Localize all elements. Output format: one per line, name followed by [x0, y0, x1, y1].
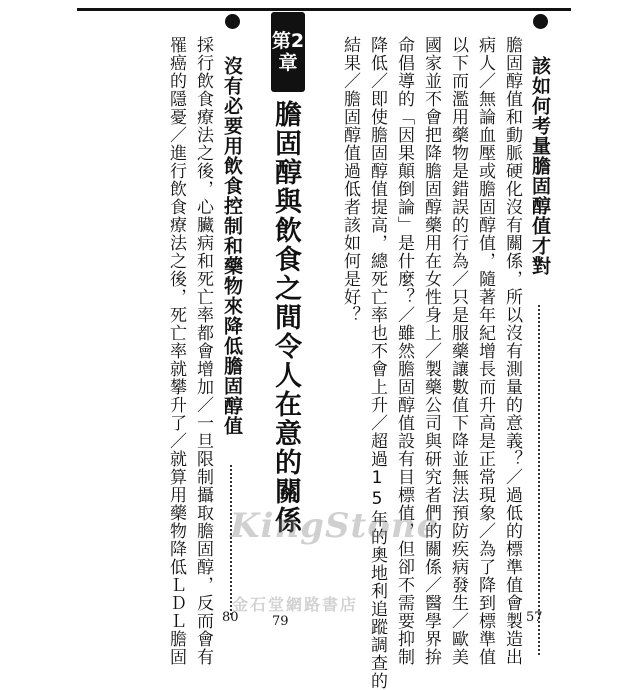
- chapter-badge-label: 章: [278, 52, 298, 74]
- heading-page-number-80: 80: [222, 610, 239, 625]
- watermark-subtitle: 金石堂網路書店: [232, 595, 359, 614]
- page-number-57: 57: [526, 610, 543, 625]
- body-line: 命倡導的「因果顛倒論」是什麼？／雖然膽固醇值設有目標值，但卻不需要抑制: [394, 36, 414, 666]
- body-line: 結果／膽固醇值過低者該如何是好？: [340, 36, 360, 324]
- body-line: 膽固醇值和動脈硬化沒有關係，所以沒有測量的意義？／過低的標準值會製造出: [502, 36, 522, 666]
- page-number-79: 79: [272, 614, 289, 629]
- body-line: 罹癌的隱憂／進行飲食療法之後，死亡率就攀升了／就算用藥物降低ＬＤＬ膽固: [166, 36, 186, 666]
- bullet-icon: [225, 14, 240, 29]
- section-heading-text: 沒有必要用飲食控制和藥物來降低膽固醇值: [221, 56, 243, 436]
- dot-leader: [538, 305, 542, 655]
- bullet-icon: [533, 14, 548, 29]
- body-line: 國家並不會把降膽固醇藥用在女性身上／製藥公司與研究者們的關係／醫學界拚: [421, 36, 441, 666]
- section-heading-text: 該如何考量膽固醇值才對: [529, 56, 551, 276]
- watermark-logo: KingStone: [230, 506, 440, 546]
- body-line: 採行飲食療法之後，心臟病和死亡率都會增加／一旦限制攝取膽固醇，反而會有: [193, 36, 213, 666]
- chapter-title: 膽固醇與飲食之間令人在意的關係: [270, 100, 301, 535]
- chapter-badge: [271, 12, 305, 92]
- chapter-badge-number: 第2: [271, 30, 305, 52]
- body-line: 以下而濫用藥物是錯誤的行為／只是服藥讓數值下降並無法預防疾病發生／歐美: [448, 36, 468, 666]
- body-line: 病人／無論血壓或膽固醇值，隨著年紀增長而升高是正常現象／為了降到標準值: [475, 36, 495, 666]
- section-heading-cholesterol: [528, 14, 552, 655]
- body-line: 降低／即使膽固醇值提高，總死亡率也不會上升／超過15年的奧地利追蹤調查的: [367, 36, 387, 690]
- top-rule: [77, 8, 571, 11]
